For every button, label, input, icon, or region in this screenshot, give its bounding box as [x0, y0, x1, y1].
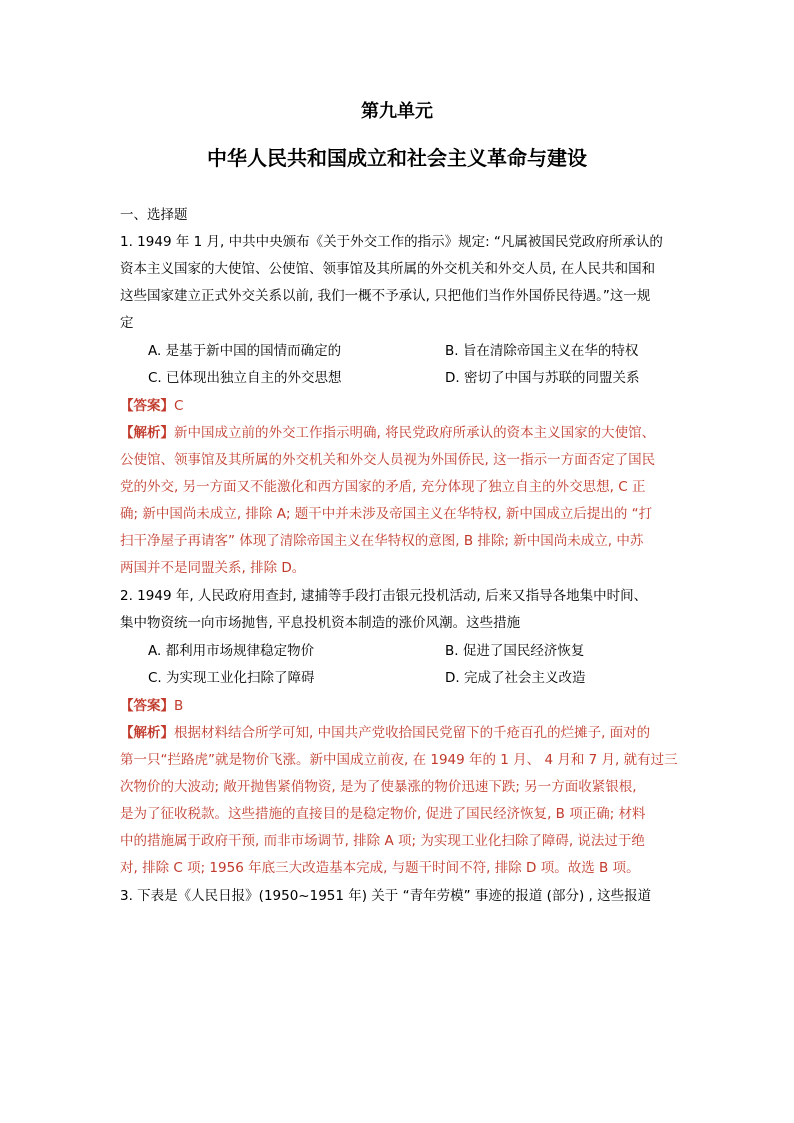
q1-analysis-line: 【解析】新中国成立前的外交工作指示明确, 将民党政府所承认的资本主义国家的大使馆、 — [120, 425, 656, 441]
q2-option-d: D. 完成了社会主义改造 — [445, 670, 586, 686]
q2-answer — [120, 696, 183, 716]
unit-heading: 第九单元 — [361, 101, 433, 122]
q2-option-c: C. 为实现工业化扫除了障碍 — [148, 670, 315, 686]
q2-analysis-line: 第一只“拦路虎”就是物价飞涨。新中国成立前夜, 在 1949 年的 1 月、 4 月和 7 月, 就有过三 — [120, 752, 678, 768]
q1-option-d: D. 密切了中国与苏联的同盟关系 — [445, 370, 640, 386]
q1-stem-line: 1. 1949 年 1 月, 中共中央颁布《关于外交工作的指示》规定: “凡属被国民党政府所承认的 — [120, 234, 663, 250]
q2-analysis-line: 是为了征收税款。这些措施的直接目的是稳定物价, 促进了国民经济恢复, B 项正确; 材料 — [120, 806, 646, 822]
q1-analysis-line: 两国并不是同盟关系, 排除 D。 — [120, 560, 306, 576]
analysis-tag: 【解析】 — [120, 425, 174, 441]
answer-value: B — [174, 698, 184, 714]
q1-analysis-line: 确; 新中国尚未成立, 排除 A; 题干中并未涉及帝国主义在华特权, 新中国成立后提出的 “打 — [120, 506, 653, 522]
q1-analysis-line: 公使馆、领事馆及其所属的外交机关和外交人员视为外国侨民, 这一指示一方面否定了国民 — [120, 452, 656, 468]
q1-analysis-line: 扫干净屋子再请客” 体现了清除帝国主义在华特权的意图, B 排除; 新中国尚未成立, 中苏 — [120, 533, 644, 549]
q2-stem-line: 集中物资统一向市场抛售, 平息投机资本制造的涨价风潮。这些措施 — [120, 615, 521, 631]
q1-stem-line: 这些国家建立正式外交关系以前, 我们一概不予承认, 只把他们当作外国侨民待遇。”这一规 — [120, 288, 651, 304]
q1-option-a: A. 是基于新中国的国情而确定的 — [148, 343, 342, 359]
q2-analysis-line: 【解析】根据材料结合所学可知, 中国共产党收拾国民党留下的千疮百孔的烂摊子, 面对的 — [120, 725, 651, 741]
q2-analysis-line: 次物价的大波动; 敞开抛售紧俏物资, 是为了使暴涨的物价迅速下跌; 另一方面收紧银根, — [120, 779, 637, 795]
q1-analysis-line: 党的外交, 另一方面又不能激化和西方国家的矛盾, 充分体现了独立自主的外交思想, C 正 — [120, 479, 646, 495]
q2-analysis-line: 对, 排除 C 项; 1956 年底三大改造基本完成, 与题干时间不符, 排除 D 项。故选 B 项。 — [120, 860, 640, 876]
q1-stem-line: 定 — [120, 315, 134, 331]
q1-answer — [120, 396, 183, 416]
q2-option-a: A. 都利用市场规律稳定物价 — [148, 643, 315, 659]
chapter-title: 中华人民共和国成立和社会主义革命与建设 — [207, 146, 587, 170]
q3-stem-line: 3. 下表是《人民日报》(1950~1951 年) 关于 “青年劳模” 事迹的报道 (部分) , 这些报道 — [120, 888, 652, 904]
q1-stem-line: 资本主义国家的大使馆、公使馆、领事馆及其所属的外交机关和外交人员, 在人民共和国和 — [120, 261, 656, 277]
analysis-tag: 【解析】 — [120, 725, 174, 741]
q2-option-b: B. 促进了国民经济恢复 — [445, 643, 585, 659]
answer-value: C — [174, 398, 184, 414]
q1-option-c: C. 已体现出独立自主的外交思想 — [148, 370, 342, 386]
q2-analysis-line: 中的措施属于政府干预, 而非市场调节, 排除 A 项; 为实现工业化扫除了障碍, 说法过于绝 — [120, 833, 645, 849]
section-heading: 一、选择题 — [120, 207, 188, 223]
q2-stem-line: 2. 1949 年, 人民政府用查封, 逮捕等手段打击银元投机活动, 后来又指导各地集中时间、 — [120, 588, 648, 604]
answer-tag: 【答案】 — [120, 398, 174, 414]
answer-tag: 【答案】 — [120, 698, 174, 714]
q1-option-b: B. 旨在清除帝国主义在华的特权 — [445, 343, 639, 359]
